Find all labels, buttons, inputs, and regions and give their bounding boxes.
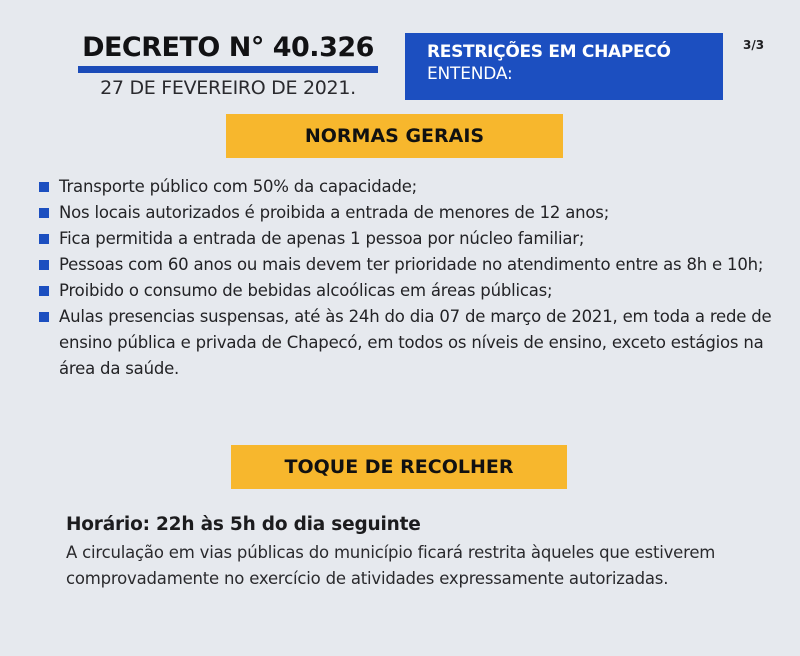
rules-list <box>39 174 774 382</box>
bullet-icon <box>39 312 49 322</box>
bullet-icon <box>39 208 49 218</box>
rule-text: Nos locais autorizados é proibida a entrada de menores de 12 anos; <box>59 203 610 222</box>
banner-subtitle: ENTENDA: <box>427 64 513 84</box>
decree-header <box>78 30 378 101</box>
curfew-block <box>66 512 766 592</box>
list-item <box>39 200 774 226</box>
list-item <box>39 278 774 304</box>
section-header-curfew: TOQUE DE RECOLHER <box>231 445 567 489</box>
list-item <box>39 174 774 200</box>
list-item <box>39 304 774 382</box>
decree-underline <box>78 66 378 73</box>
rule-text: Proibido o consumo de bebidas alcoólicas em áreas públicas; <box>59 281 553 300</box>
decree-title: DECRETO N° 40.326 <box>82 32 374 63</box>
rule-text: Transporte público com 50% da capacidade; <box>59 177 418 196</box>
curfew-description: A circulação em vias públicas do município ficará restrita àqueles que estiverem comprovadamente no exercício de atividades expressamente autorizadas. <box>66 543 716 588</box>
section-header-general-rules: NORMAS GERAIS <box>226 114 563 158</box>
rule-text: Fica permitida a entrada de apenas 1 pessoa por núcleo familiar; <box>59 229 585 248</box>
bullet-icon <box>39 234 49 244</box>
curfew-time: Horário: 22h às 5h do dia seguinte <box>66 514 421 535</box>
restrictions-banner <box>405 33 723 100</box>
banner-title: RESTRIÇÕES EM CHAPECÓ <box>427 42 671 62</box>
bullet-icon <box>39 260 49 270</box>
list-item <box>39 252 774 278</box>
decree-date: 27 DE FEVEREIRO DE 2021. <box>100 77 356 99</box>
bullet-icon <box>39 286 49 296</box>
bullet-icon <box>39 182 49 192</box>
rule-text: Pessoas com 60 anos ou mais devem ter prioridade no atendimento entre as 8h e 10h; <box>59 255 764 274</box>
page-number: 3/3 <box>743 38 765 52</box>
rule-text: Aulas presencias suspensas, até às 24h do dia 07 de março de 2021, em toda a rede de ensino pública e privada de Chapecó, em todos os níveis de ensino, exceto estágios na área da saúde. <box>59 307 772 378</box>
list-item <box>39 226 774 252</box>
